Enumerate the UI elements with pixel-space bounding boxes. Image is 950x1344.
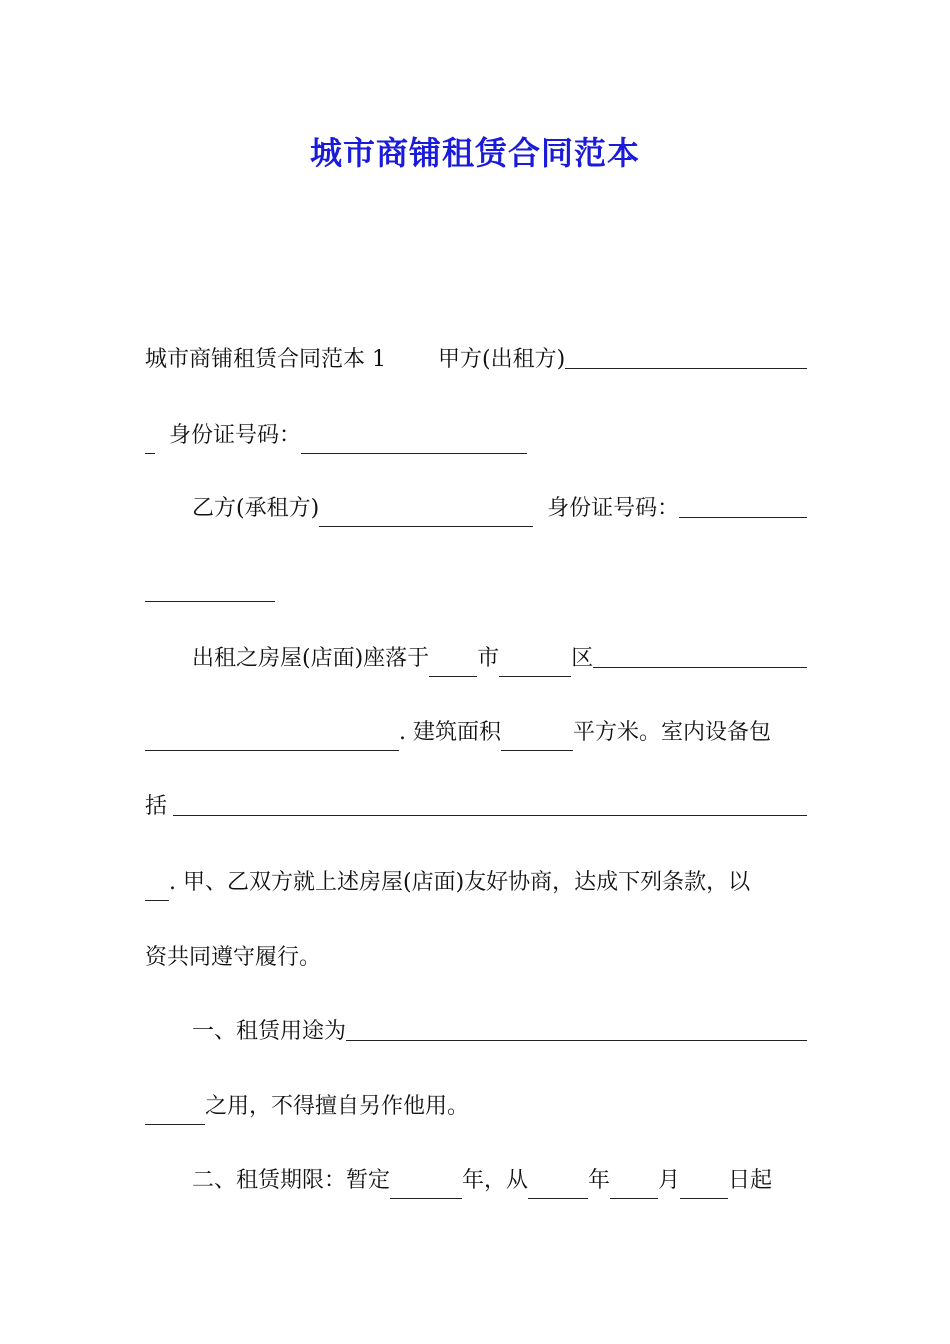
party-b-id-blank[interactable] xyxy=(679,493,807,518)
party-a-blank[interactable] xyxy=(565,344,807,369)
contract-line-4 xyxy=(145,566,807,602)
start-month-blank[interactable] xyxy=(610,1174,658,1199)
contract-line-9 xyxy=(145,940,807,976)
contract-line-11 xyxy=(145,1089,807,1125)
start-year-blank[interactable] xyxy=(528,1174,588,1199)
district-label: 区 xyxy=(571,646,594,671)
contract-line-7 xyxy=(145,789,807,825)
contract-line-1 xyxy=(145,342,807,378)
contract-line-3 xyxy=(145,491,807,527)
contract-line-2 xyxy=(145,418,807,454)
contract-line-6 xyxy=(145,715,807,751)
party-a-id-label: 身份证号码： xyxy=(169,423,302,448)
month-label: 月 xyxy=(658,1168,681,1193)
party-a-id-blank[interactable] xyxy=(301,429,527,454)
document-title: 城市商铺租赁合同范本 xyxy=(309,134,640,172)
term-from-label: 年，从 xyxy=(462,1168,529,1193)
party-b-blank[interactable] xyxy=(319,502,533,527)
usage-blank[interactable] xyxy=(346,1016,807,1041)
equipment-label: 平方米。室内设备包 xyxy=(573,720,772,745)
city-blank[interactable] xyxy=(429,652,477,677)
usage-blank-cont[interactable] xyxy=(145,1100,205,1125)
party-b-id-label: 身份证号码： xyxy=(547,496,680,521)
contract-line-5 xyxy=(145,641,807,677)
agreement-text-cont: 资共同遵守履行。 xyxy=(145,945,322,970)
contract-line-12 xyxy=(145,1163,807,1199)
party-a-blank-cont[interactable] xyxy=(145,429,155,454)
location-label: 出租之房屋(店面)座落于 xyxy=(192,646,430,671)
agreement-text: . 甲、乙双方就上述房屋(店面)友好协商，达成下列条款，以 xyxy=(169,870,751,895)
area-label: . 建筑面积 xyxy=(399,720,501,745)
contract-line-8 xyxy=(145,865,807,901)
party-b-label: 乙方(承租方) xyxy=(192,496,320,521)
district-blank[interactable] xyxy=(499,652,571,677)
party-a-label: 甲方(出租方) xyxy=(438,347,566,372)
contract-line-10 xyxy=(145,1014,807,1050)
usage-label: 一、租赁用途为 xyxy=(192,1019,347,1044)
usage-text: 之用，不得擅自另作他用。 xyxy=(205,1094,470,1119)
term-label: 二、租赁期限：暂定 xyxy=(192,1168,391,1193)
party-b-id-blank-cont[interactable] xyxy=(145,577,275,602)
address-blank[interactable] xyxy=(593,643,807,668)
area-blank[interactable] xyxy=(501,726,573,751)
term-years-blank[interactable] xyxy=(390,1174,462,1199)
year-label: 年 xyxy=(588,1168,611,1193)
address-blank-cont[interactable] xyxy=(145,726,399,751)
day-label: 日起 xyxy=(728,1168,773,1193)
equipment-blank[interactable] xyxy=(173,791,807,816)
city-label: 市 xyxy=(477,646,500,671)
contract-heading: 城市商铺租赁合同范本 1 xyxy=(145,347,386,372)
start-day-blank[interactable] xyxy=(680,1174,728,1199)
equipment-blank-cont[interactable] xyxy=(145,876,169,901)
includes-label: 括 xyxy=(145,794,168,819)
